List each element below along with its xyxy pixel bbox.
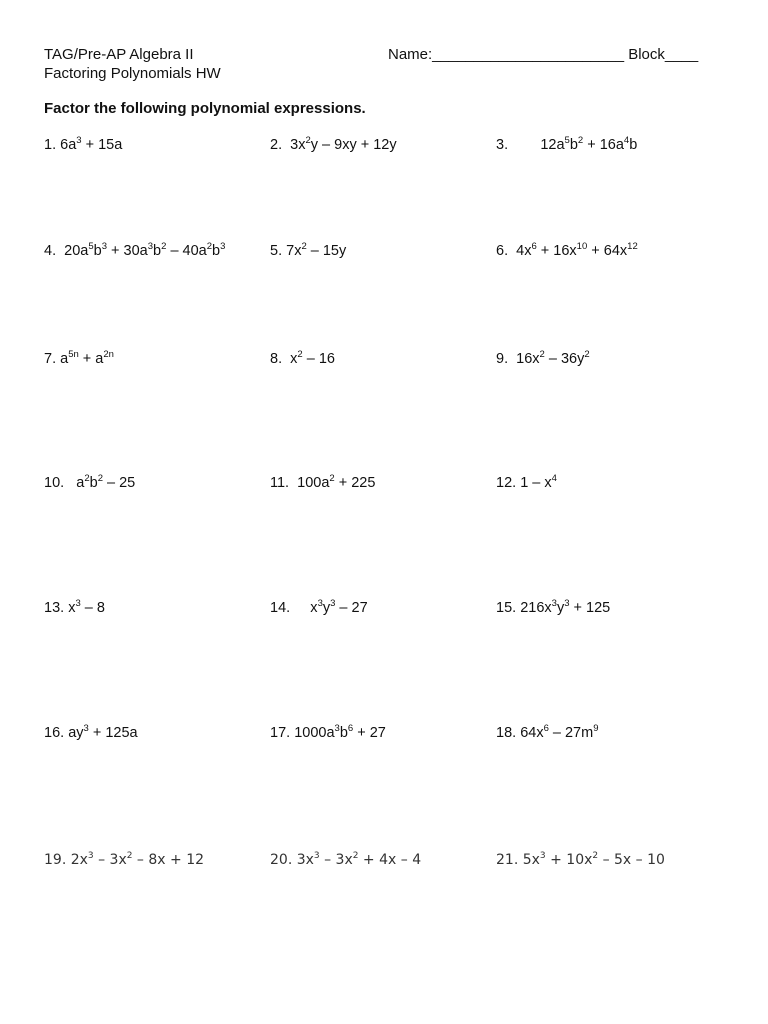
expression-text: – 16 [302,351,335,367]
problem-3 [496,136,637,154]
problem-number: 4. [44,243,61,259]
problem-number: 13. [44,600,69,616]
exponent: 3 [539,851,546,861]
exponent: 10 [576,241,588,252]
exponent: 5n [68,349,79,360]
exponent: 2 [352,851,359,861]
expression-text: – 3x [93,852,127,868]
expression-text: a [68,475,85,491]
expression-text: – 8 [80,600,105,616]
expression-text: 16x [512,351,540,367]
expression-text: + 16a [583,137,624,153]
expression-text: + 27 [353,725,386,741]
problem-number: 7. [44,351,61,367]
problem-number: 16. [44,725,69,741]
expression-text: + 125a [88,725,138,741]
problem-number: 10. [44,475,69,491]
problem-11 [270,474,375,492]
exponent: 3 [87,851,94,861]
exponent: 5 [88,241,94,252]
expression-text: + 64x [587,243,628,259]
problem-number: 18. [496,725,521,741]
problem-13 [44,599,105,617]
exponent: 3 [551,598,557,609]
expression-text: – 3x [319,852,353,868]
exponent: 2 [592,851,599,861]
exponent: 12 [627,241,638,252]
exponent: 2 [539,349,545,360]
expression-text: + 125 [569,600,611,616]
expression-text: – 5x – 10 [598,852,665,868]
exponent: 5 [564,135,570,146]
exponent: 3 [334,723,340,734]
problem-21 [496,851,665,869]
problem-9 [496,350,590,368]
problem-1 [44,136,122,154]
expression-text: y [322,600,331,616]
problem-12 [496,474,557,492]
expression-text: – 40a [166,243,207,259]
expression-text: 5x [522,852,540,868]
expression-text: 3x [296,852,314,868]
expression-text: b [89,475,98,491]
expression-text: y [556,600,565,616]
problem-14 [270,599,368,617]
exponent: 2 [84,473,90,484]
expression-text: 100a [293,475,330,491]
problem-16 [44,724,138,742]
problem-19 [44,851,204,869]
expression-text: b [153,243,162,259]
problem-number: 17. [270,725,295,741]
exponent: 3 [564,598,570,609]
problem-10 [44,474,135,492]
problem-number: 6. [496,243,513,259]
exponent: 4 [551,473,557,484]
exponent: 2 [301,241,307,252]
expression-text: 6a [60,137,77,153]
problem-number: 9. [496,351,513,367]
course-title: TAG/Pre-AP Algebra II [44,46,194,63]
problem-number: 12. [496,475,521,491]
exponent: 3 [330,598,336,609]
expression-text: a [60,351,69,367]
problem-7 [44,350,114,368]
problem-20 [270,851,421,869]
expression-text: 7x [286,243,302,259]
exponent: 3 [220,241,226,252]
problem-4 [44,242,225,260]
problem-number: 5. [270,243,287,259]
expression-text: – 15y [306,243,347,259]
problem-18 [496,724,599,742]
instructions-heading: Factor the following polynomial expressions. [44,100,366,117]
exponent: 3 [317,598,323,609]
expression-text: 2x [70,852,88,868]
problem-2 [270,136,397,154]
expression-text: b [93,243,102,259]
problem-number: 14. [270,600,295,616]
expression-text: + 4x – 4 [358,852,422,868]
problem-6 [496,242,638,260]
expression-text: b [569,137,578,153]
problem-17 [270,724,386,742]
expression-text: 20a [60,243,89,259]
exponent: 6 [543,723,549,734]
name-block-line: Name:_______________________ Block____ [388,46,699,63]
expression-text: – 27m [548,725,594,741]
expression-text: b [212,243,221,259]
expression-text: y – 9xy + 12y [310,137,397,153]
exponent: 2 [161,241,167,252]
assignment-title: Factoring Polynomials HW [44,65,221,82]
problem-number: 19. [44,852,71,868]
expression-text: 4x [512,243,532,259]
problem-5 [270,242,346,260]
exponent: 2 [297,349,303,360]
expression-text: 1 – x [520,475,552,491]
exponent: 6 [347,723,354,734]
expression-text: + a [78,351,104,367]
exponent: 2 [329,473,335,484]
exponent: 4 [623,135,630,146]
exponent: 3 [75,598,81,609]
expression-text: + 15a [81,137,123,153]
expression-text: 64x [520,725,544,741]
exponent: 6 [531,241,537,252]
exponent: 3 [147,241,154,252]
exponent: 2 [97,473,103,484]
problem-number: 21. [496,852,523,868]
exponent: 2 [305,135,311,146]
expression-text: 216x [520,600,552,616]
exponent: 2 [584,349,590,360]
expression-text: b [339,725,348,741]
problem-number: 15. [496,600,521,616]
exponent: 3 [76,135,82,146]
exponent: 2 [206,241,213,252]
expression-text: + 30a [107,243,148,259]
expression-text: ay [68,725,84,741]
expression-text: + 16x [536,243,577,259]
exponent: 2n [103,349,114,360]
exponent: 9 [593,723,599,734]
exponent: 2 [126,851,133,861]
problem-8 [270,350,335,368]
expression-text: – 25 [102,475,136,491]
exponent: 3 [101,241,108,252]
problem-number: 11. [270,475,294,491]
expression-text: – 27 [335,600,368,616]
problem-number: 1. [44,137,61,153]
exponent: 3 [83,723,89,734]
exponent: 3 [313,851,320,861]
expression-text: b [629,137,638,153]
problem-number: 3. [496,137,513,153]
expression-text: x [286,351,298,367]
expression-text: + 225 [334,475,376,491]
expression-text: x [68,600,76,616]
problem-number: 2. [270,137,287,153]
expression-text: x [294,600,318,616]
expression-text: – 36y [544,351,585,367]
exponent: 2 [577,135,584,146]
expression-text: – 8x + 12 [132,852,205,868]
expression-text: 1000a [294,725,335,741]
problem-number: 8. [270,351,287,367]
expression-text: 12a [512,137,565,153]
problem-number: 20. [270,852,297,868]
problem-15 [496,599,610,617]
expression-text: + 10x [545,852,593,868]
expression-text: 3x [286,137,306,153]
